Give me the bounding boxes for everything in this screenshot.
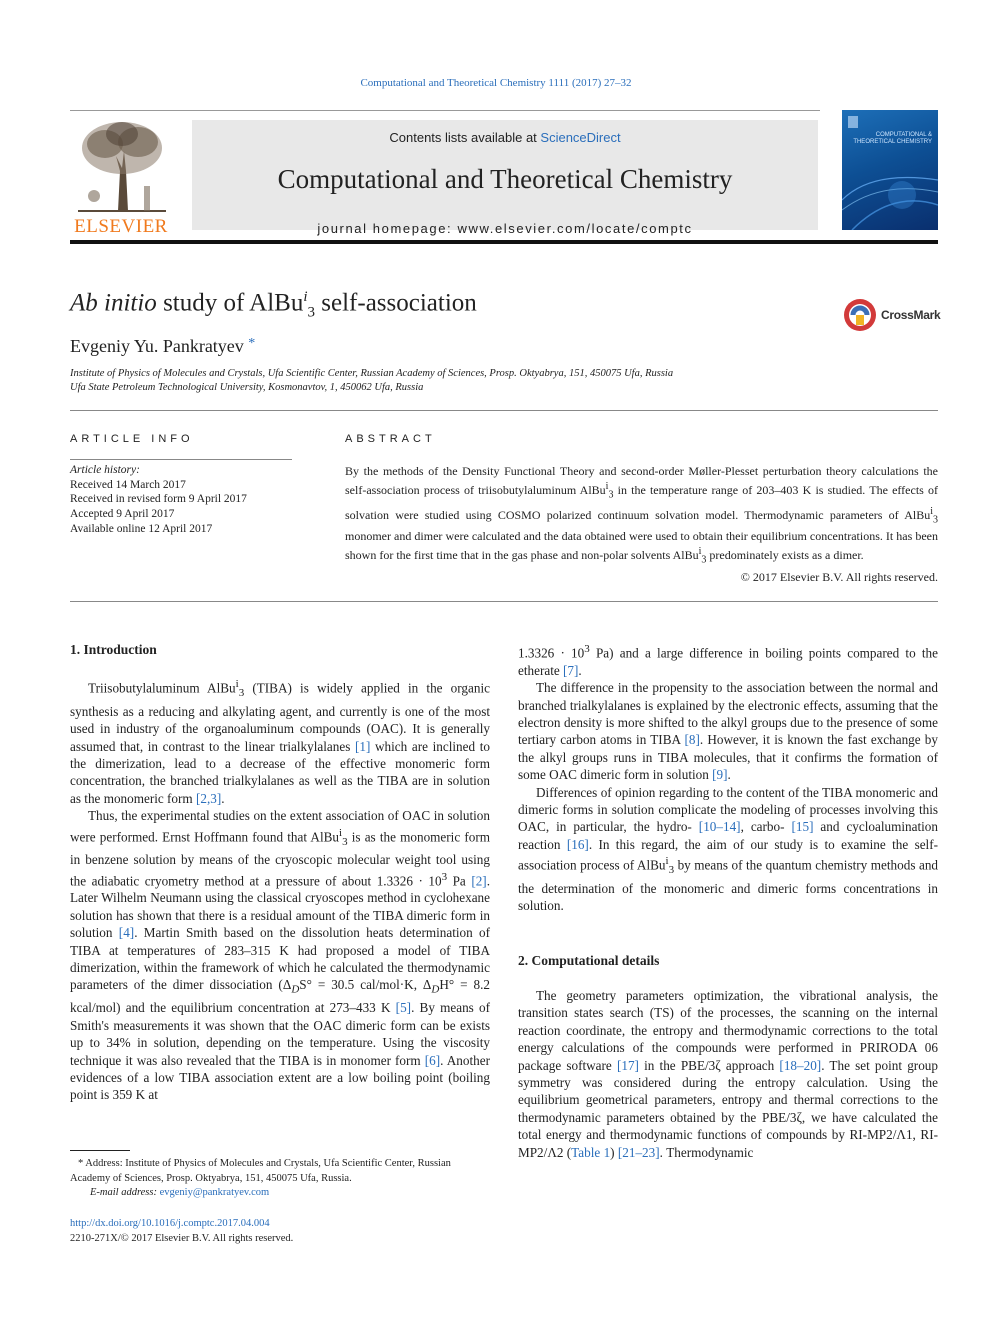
- cont-c: .: [578, 662, 582, 678]
- author-text: Evgeniy Yu. Pankratyev: [70, 336, 244, 356]
- article-info-rule: [70, 459, 292, 460]
- article-history: [70, 463, 247, 537]
- cont-exp: 3: [584, 643, 590, 655]
- p2-g: H° = 8.2 kcal/mol) and the equilibrium concentration at 273–433 K: [70, 977, 490, 1016]
- footnote-address-text: Address: Institute of Physics of Molecules and Crystals, Ufa Scientific Center, Russian Academy of Sciences, Prosp. Oktyabrya, 151, 450075 Ufa, Russia.: [70, 1158, 451, 1184]
- rp2-sub: 3: [668, 864, 675, 877]
- right-continuation: [518, 641, 938, 679]
- rp1-a: The difference in the propensity to the association between the normal and branched trialkylalanes is explained by the electronic effects, assuming that the electron density is more shifted to the alkyl groups due to the presence of some tertiary carbon atoms in TIBA: [518, 680, 938, 748]
- p1-sub: 3: [238, 687, 245, 700]
- rp2-sup: i: [665, 855, 669, 868]
- abstract-sup-1: i: [605, 481, 609, 493]
- intro-heading: 1. Introduction: [70, 642, 157, 657]
- p1-b: (TIBA) is widely applied in the organic synthesis as a reducing and alkylating agent, and currently is one of the most used in industry of the organoaluminum compounds (OAC). It is generally assumed that, in contrast to the linear trialkylalanes: [70, 680, 490, 754]
- title-italic: Ab initio: [70, 289, 157, 317]
- journal-title: Computational and Theoretical Chemistry: [277, 164, 733, 194]
- p1-c: which are inclined to the dimerization, lead to a decrease of the effective monomeric form concentration, the branched trialkylalanes as well as the TIBA are in solution as the monomeric form: [70, 738, 490, 806]
- author-name: [70, 336, 255, 357]
- abstract-text-2: in the temperature range of 203–403 K is studied. The effects of solvation were studied using COSMO polarized continuum solvation model. Thermodynamic parameters of AlBu: [345, 483, 939, 522]
- journal-header: [70, 110, 938, 244]
- rp3-d: ): [610, 1144, 618, 1160]
- email-link[interactable]: evgeniy@pankratyev.com: [159, 1187, 270, 1198]
- abstract-rule: [70, 601, 938, 602]
- p2-f: S° = 30.5 cal/mol·K, Δ: [299, 977, 432, 993]
- sciencedirect-link[interactable]: ScienceDirect: [540, 130, 621, 145]
- history-label: Article history:: [70, 464, 140, 476]
- footnote-email: [70, 1186, 490, 1201]
- doi-link[interactable]: http://dx.doi.org/10.1016/j.comptc.2017.04.004: [70, 1218, 270, 1229]
- abstract-sub-2: 3: [933, 513, 938, 525]
- rp3-b: in the PBE/3ζ approach: [638, 1057, 780, 1073]
- p2-c: Pa: [447, 872, 472, 888]
- p1-d: .: [221, 790, 225, 806]
- computational-heading: 2. Computational details: [518, 952, 660, 968]
- cover-art-icon: [842, 110, 938, 230]
- right-paragraph-1: [518, 679, 938, 783]
- cover-title: COMPUTATIONAL & THEORETICAL CHEMISTRY: [853, 132, 932, 145]
- abstract-sup-3: i: [698, 546, 702, 558]
- p2-d: . Later Wilhelm Neumann using the classical cryoscopes method in cyclohexane solution has shown that there is a residual amount of the TIBA dimeric form in solution: [70, 872, 490, 941]
- rp1-b: . However, it is known the fast exchange by the alkyl groups runs in TIBA molecules, that it confirms the formation of some OAC dimeric form in solution: [518, 732, 938, 783]
- abstract-sup-2: i: [930, 505, 933, 517]
- rp1-c: .: [727, 767, 731, 783]
- p2-sub: 3: [342, 835, 348, 848]
- p2-i: . Another evidences of a low TIBA association extent are a low boiling point (boiling point is 359 K at: [70, 1052, 490, 1103]
- table-1-link[interactable]: Table 1: [571, 1144, 611, 1160]
- ref-6-link[interactable]: [6]: [424, 1052, 441, 1068]
- journal-reference[interactable]: Computational and Theoretical Chemistry 1111 (2017) 27–32: [360, 77, 632, 89]
- crossmark-icon: [843, 298, 877, 332]
- p2-exp: 3: [441, 870, 448, 883]
- elsevier-wordmark: ELSEVIER: [74, 216, 168, 237]
- rp3-c: . The set point group symmetry was considered during the entropy calculation. Using the equilibrium geometrical parameters, entropy and thermal corrections to the thermodynamic parameters obtained by the PBE/3ζ, we have calculated the total energy and thermodynamic functions of compounds by RI-MP2/Λ1, RI-MP2/Λ2 (: [518, 1057, 938, 1160]
- ref-10-14-link[interactable]: [10–14]: [698, 819, 741, 835]
- rp2-b: , carbo-: [740, 819, 792, 835]
- ref-18-20-link[interactable]: [18–20]: [779, 1057, 822, 1073]
- p2-b: is as the monomeric form in benzene solution by means of the cryoscopic molecular weight tool using the adiabatic cryometry method at a pressure of about 1.3326 · 10: [70, 829, 490, 888]
- abstract-sub-3: 3: [701, 554, 707, 566]
- header-top-rule: [70, 110, 820, 111]
- abstract-sub-1: 3: [608, 489, 614, 501]
- right-paragraph-2: [518, 784, 938, 915]
- affiliation-2: Ufa State Petroleum Technological University, Kosmonavtov, 1, 450062 Ufa, Russia: [70, 382, 424, 393]
- ref-16-link[interactable]: [16]: [566, 836, 589, 852]
- right-paragraph-3: [518, 987, 938, 1161]
- journal-banner: [192, 120, 818, 236]
- ref-5-link[interactable]: [5]: [395, 1000, 412, 1016]
- p1-a: Triisobutylaluminum AlBu: [88, 680, 236, 696]
- intro-paragraph-2: [70, 807, 490, 1104]
- abstract-text-3: monomer and dimer were calculated and the data obtained were used to obtain their equilibrium concentrations. It has been shown for the first time that in the gas phase and non-polar solvents AlBu: [345, 529, 938, 563]
- email-label: E-mail address:: [90, 1187, 160, 1198]
- history-accepted: Accepted 9 April 2017: [70, 508, 175, 521]
- contents-line: [192, 130, 818, 145]
- ref-4-link[interactable]: [4]: [118, 925, 135, 941]
- ref-1-link[interactable]: [1]: [355, 738, 371, 754]
- doi-block: [70, 1217, 293, 1246]
- abstract-text-1: By the methods of the Density Functional Theory and second-order Møller-Plesset perturbation theory calculations the self-association process of triisobutylaluminum AlBu: [345, 464, 938, 498]
- article-info-heading: ARTICLE INFO: [70, 433, 194, 445]
- ref-9-link[interactable]: [9]: [712, 767, 728, 783]
- homepage-link[interactable]: www.elsevier.com/locate/comptc: [457, 221, 693, 236]
- cont-a: 1.3326 · 10: [518, 645, 585, 661]
- journal-homepage: [192, 221, 818, 236]
- footnote-star: *: [78, 1158, 84, 1169]
- rp3-a: The geometry parameters optimization, the vibrational analysis, the transition states search (TS) of the processes, the scanning on the internal reaction coordinate, the entropy and thermodynamic corrections to the total energy calculations of the compounds were performed in PRIRODA 06 package software: [518, 987, 938, 1073]
- rp2-c: and cycloalumination reaction: [518, 819, 938, 852]
- corresponding-author-mark[interactable]: *: [248, 336, 256, 351]
- title-sup: i: [303, 289, 308, 305]
- abstract-body: [345, 463, 938, 585]
- title-main: study of AlBu: [156, 289, 304, 317]
- cont-b: Pa) and a large difference in boiling points compared to the etherate: [518, 645, 938, 678]
- affiliation-1: Institute of Physics of Molecules and Crystals, Ufa Scientific Center, Russian Academy of Sciences, Prosp. Oktyabrya, 151, 450075 Ufa, Russia: [70, 368, 674, 379]
- p2-e: . Martin Smith based on the dissolution heats determination of TIBA at temperatures of 283–315 K had proposed a model of TIBA dimerization, within the framework of which he calculated the thermodynamic parameters of the dimer dissociation (Δ: [70, 925, 490, 993]
- history-received: Received 14 March 2017: [70, 478, 186, 491]
- affiliation-rule: [70, 410, 938, 411]
- abstract-heading: ABSTRACT: [345, 433, 436, 445]
- ref-8-link[interactable]: [8]: [684, 732, 700, 748]
- history-online: Available online 12 April 2017: [70, 522, 213, 535]
- rp2-e: by means of the quantum chemistry methods and the determination of the monomeric and dimeric forms concentrations in solution.: [518, 857, 939, 914]
- title-sub: 3: [307, 304, 316, 321]
- p2-sub-d1: D: [291, 984, 300, 996]
- ref-21-23-link[interactable]: [21–23]: [617, 1144, 660, 1160]
- crossmark-label: CrossMark: [881, 308, 941, 322]
- article-title: [70, 289, 477, 321]
- elsevier-logo[interactable]: [70, 116, 172, 240]
- intro-paragraph-1: [70, 676, 490, 807]
- ref-7-link[interactable]: [7]: [563, 662, 579, 678]
- footnote-rule: [70, 1150, 130, 1151]
- abstract-copyright: © 2017 Elsevier B.V. All rights reserved.: [740, 569, 938, 584]
- crossmark-badge[interactable]: [843, 298, 939, 334]
- ref-17-link[interactable]: [17]: [616, 1057, 639, 1073]
- left-column: [70, 641, 490, 1104]
- issn-line: 2210-271X/© 2017 Elsevier B.V. All rights reserved.: [70, 1232, 294, 1244]
- history-revised: Received in revised form 9 April 2017: [70, 493, 247, 506]
- p2-sub-d2: D: [431, 984, 440, 996]
- homepage-prefix: journal homepage:: [317, 221, 458, 236]
- right-column: [518, 641, 938, 1161]
- abstract-text-4: predominately exists as a dimer.: [706, 548, 864, 563]
- p1-sup: i: [235, 678, 239, 691]
- footnote-address: [70, 1157, 490, 1186]
- contents-prefix: Contents lists available at: [389, 130, 541, 145]
- p2-a: Thus, the experimental studies on the extent association of OAC in solution were performed. Ernst Hoffmann found that AlBu: [70, 808, 490, 845]
- ref-2-3-link[interactable]: [2,3]: [195, 790, 222, 806]
- rp2-a: Differences of opinion regarding to the content of the TIBA monomeric and dimeric forms in solution complicate the modeling of processes involving this OAC, in particular, the hydro-: [518, 784, 938, 835]
- rp3-e: . Thermodynamic: [659, 1144, 754, 1160]
- footnote: [70, 1157, 490, 1201]
- ref-15-link[interactable]: [15]: [791, 819, 814, 835]
- journal-cover-image[interactable]: [842, 110, 938, 230]
- title-end: self-association: [315, 289, 477, 317]
- elsevier-tree-icon: [70, 116, 172, 216]
- header-bottom-rule: [70, 240, 938, 244]
- rp2-d: . In this regard, the aim of our study is to examine the self-association process of AlBu: [518, 836, 938, 873]
- ref-2-link[interactable]: [2]: [471, 872, 487, 888]
- p2-h: . By means of Smith's measurements it was shown that the OAC dimeric form can be exists up to 34% in solution, depending on the temperature. Using the viscosity technique it was also revealed that the TIBA is in monomer form: [70, 1000, 490, 1068]
- p2-sup: i: [339, 826, 343, 839]
